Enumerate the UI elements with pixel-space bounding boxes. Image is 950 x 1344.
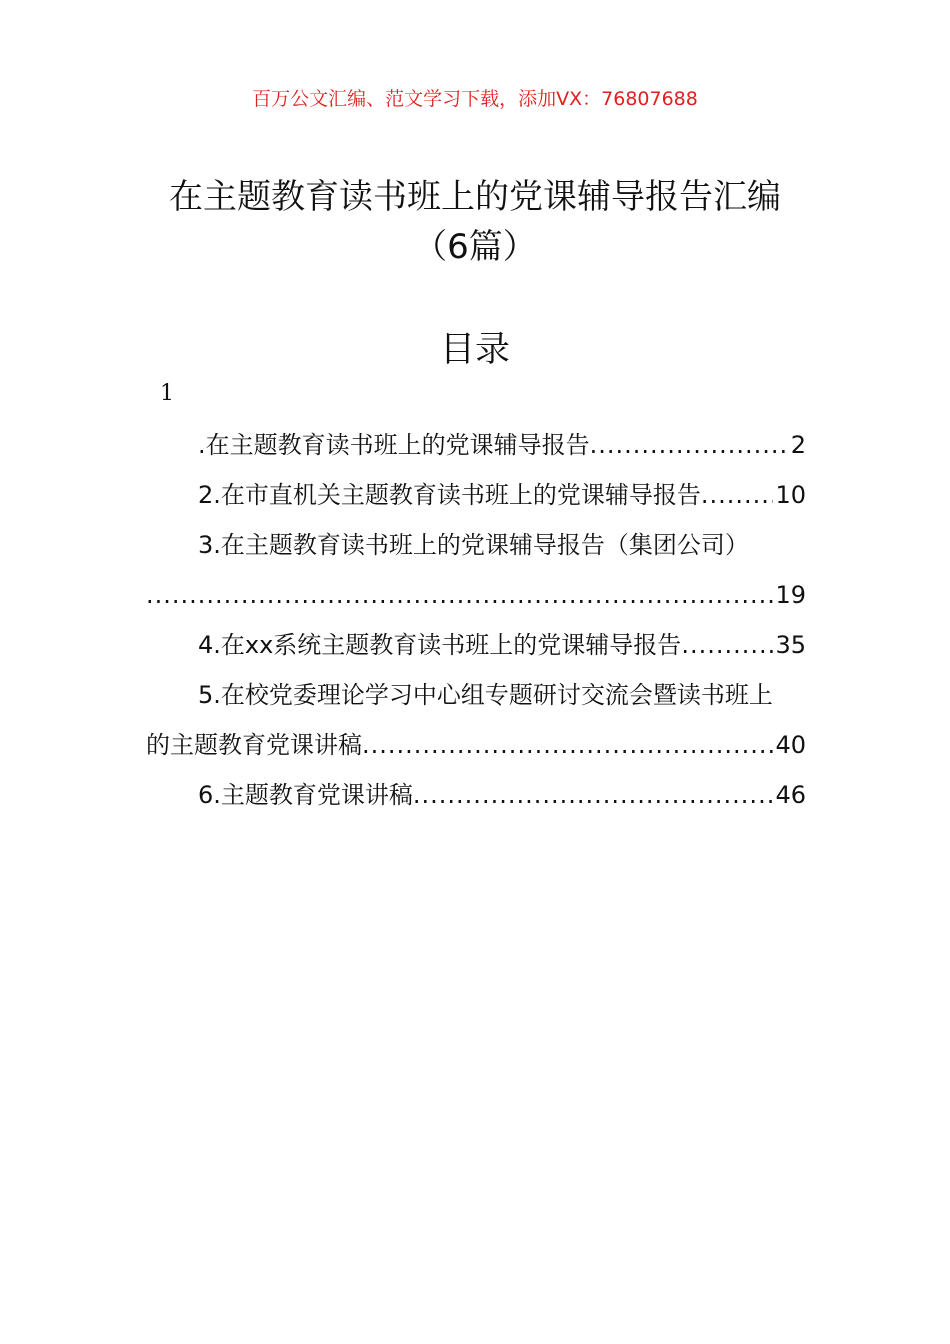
dot-leader xyxy=(701,470,774,520)
toc-heading: 目录 xyxy=(439,330,510,370)
toc-entry-1[interactable] xyxy=(146,420,806,470)
toc-entry-5[interactable] xyxy=(146,670,806,770)
document-title xyxy=(0,172,950,272)
header-banner: 百万公文汇编、范文学习下载，添加VX：76807688 xyxy=(252,88,698,110)
toc-entry-page: 19 xyxy=(775,581,806,609)
toc-entry-page: 40 xyxy=(775,731,806,759)
toc-entry-text: .在主题教育读书班上的党课辅导报告 xyxy=(198,431,590,459)
toc-entry-3[interactable] xyxy=(146,520,806,620)
toc-entry-text-line2: 的主题教育党课讲稿 xyxy=(146,731,362,759)
toc-entry-2[interactable] xyxy=(146,470,806,520)
dot-leader xyxy=(146,570,773,620)
title-line-1: 在主题教育读书班上的党课辅导报告汇编 xyxy=(169,177,781,217)
dot-leader xyxy=(362,720,773,770)
dot-leader xyxy=(681,620,773,670)
dot-leader xyxy=(413,770,774,820)
toc-entry-page: 10 xyxy=(775,481,806,509)
toc-entry-6[interactable] xyxy=(146,770,806,820)
dot-leader xyxy=(590,420,789,470)
stray-number: 1 xyxy=(160,381,174,406)
toc-entry-text: 2.在市直机关主题教育读书班上的党课辅导报告 xyxy=(198,481,701,509)
toc-entry-text: 3.在主题教育读书班上的党课辅导报告（集团公司） xyxy=(198,531,749,559)
toc-entry-text: 4.在xx系统主题教育读书班上的党课辅导报告 xyxy=(198,631,682,659)
toc-entry-page: 46 xyxy=(775,781,806,809)
title-line-2: （6篇） xyxy=(413,227,537,267)
toc-entry-4[interactable] xyxy=(146,620,806,670)
toc-entry-page: 35 xyxy=(775,631,806,659)
toc-entry-page: 2 xyxy=(790,431,806,459)
toc-entry-text-line1: 5.在校党委理论学习中心组专题研讨交流会暨读书班上 xyxy=(198,681,773,709)
toc-entry-text: 6.主题教育党课讲稿 xyxy=(198,781,413,809)
